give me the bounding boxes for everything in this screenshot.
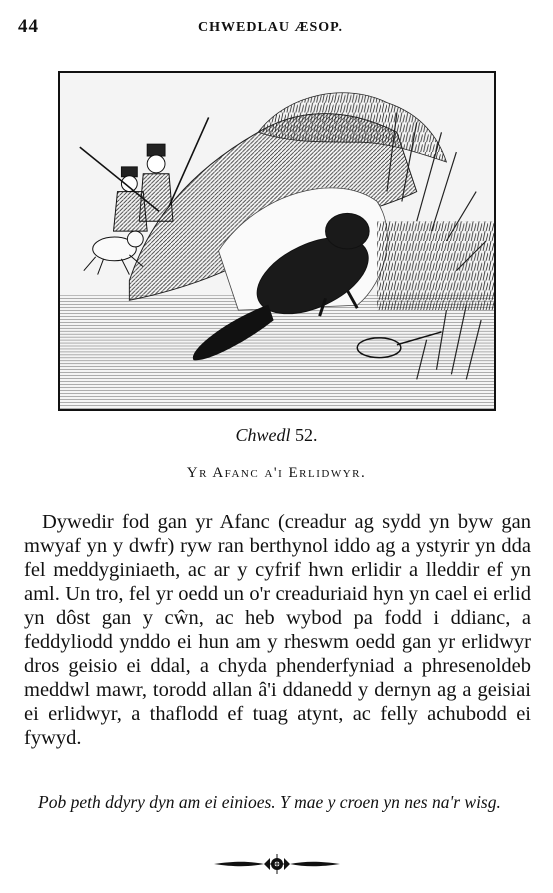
fable-moral: Pob peth ddyry dyn am ei einioes. Y mae y croen yn nes na'r wisg.	[38, 792, 501, 812]
fable-label: Chwedl	[235, 425, 291, 445]
decorative-fleuron-icon	[214, 852, 340, 876]
page-number: 44	[18, 16, 39, 37]
fable-title: Yr Afanc a'i Erlidwyr.	[186, 465, 367, 481]
fable-number	[0, 425, 553, 446]
fable-number-value: 52.	[295, 425, 318, 445]
fable-illustration	[58, 71, 496, 411]
running-head: CHWEDLAU ÆSOP.	[198, 20, 343, 35]
fable-body: Dywedir fod gan yr Afanc (creadur ag sydd yn byw gan mwyaf yn y dwfr) ryw ran berthynol iddo ag a ystyrir yn dda fel meddyginiaeth, ac ar y cyfrif hwn erlidir a lleddir ef yn aml. Un tro, fel yr oedd un o'r creaduriaid hyn yn cael ei erlid yn dôst gan y cŵn, ac heb wybod pa fodd i ddianc, a feddyliodd ynddo ei hun am y rheswm oedd gan yr erlidwyr dros geisio ei ddal, a chyda phenderfyniad a phresenoldeb meddwl mawr, torodd allan â'i ddanedd y dernyn ag a geisiai ei erlidwyr, a thaflodd ef tuag atynt, ac felly achubodd ei fywyd.	[24, 511, 531, 749]
beaver-hunt-engraving	[60, 73, 494, 409]
